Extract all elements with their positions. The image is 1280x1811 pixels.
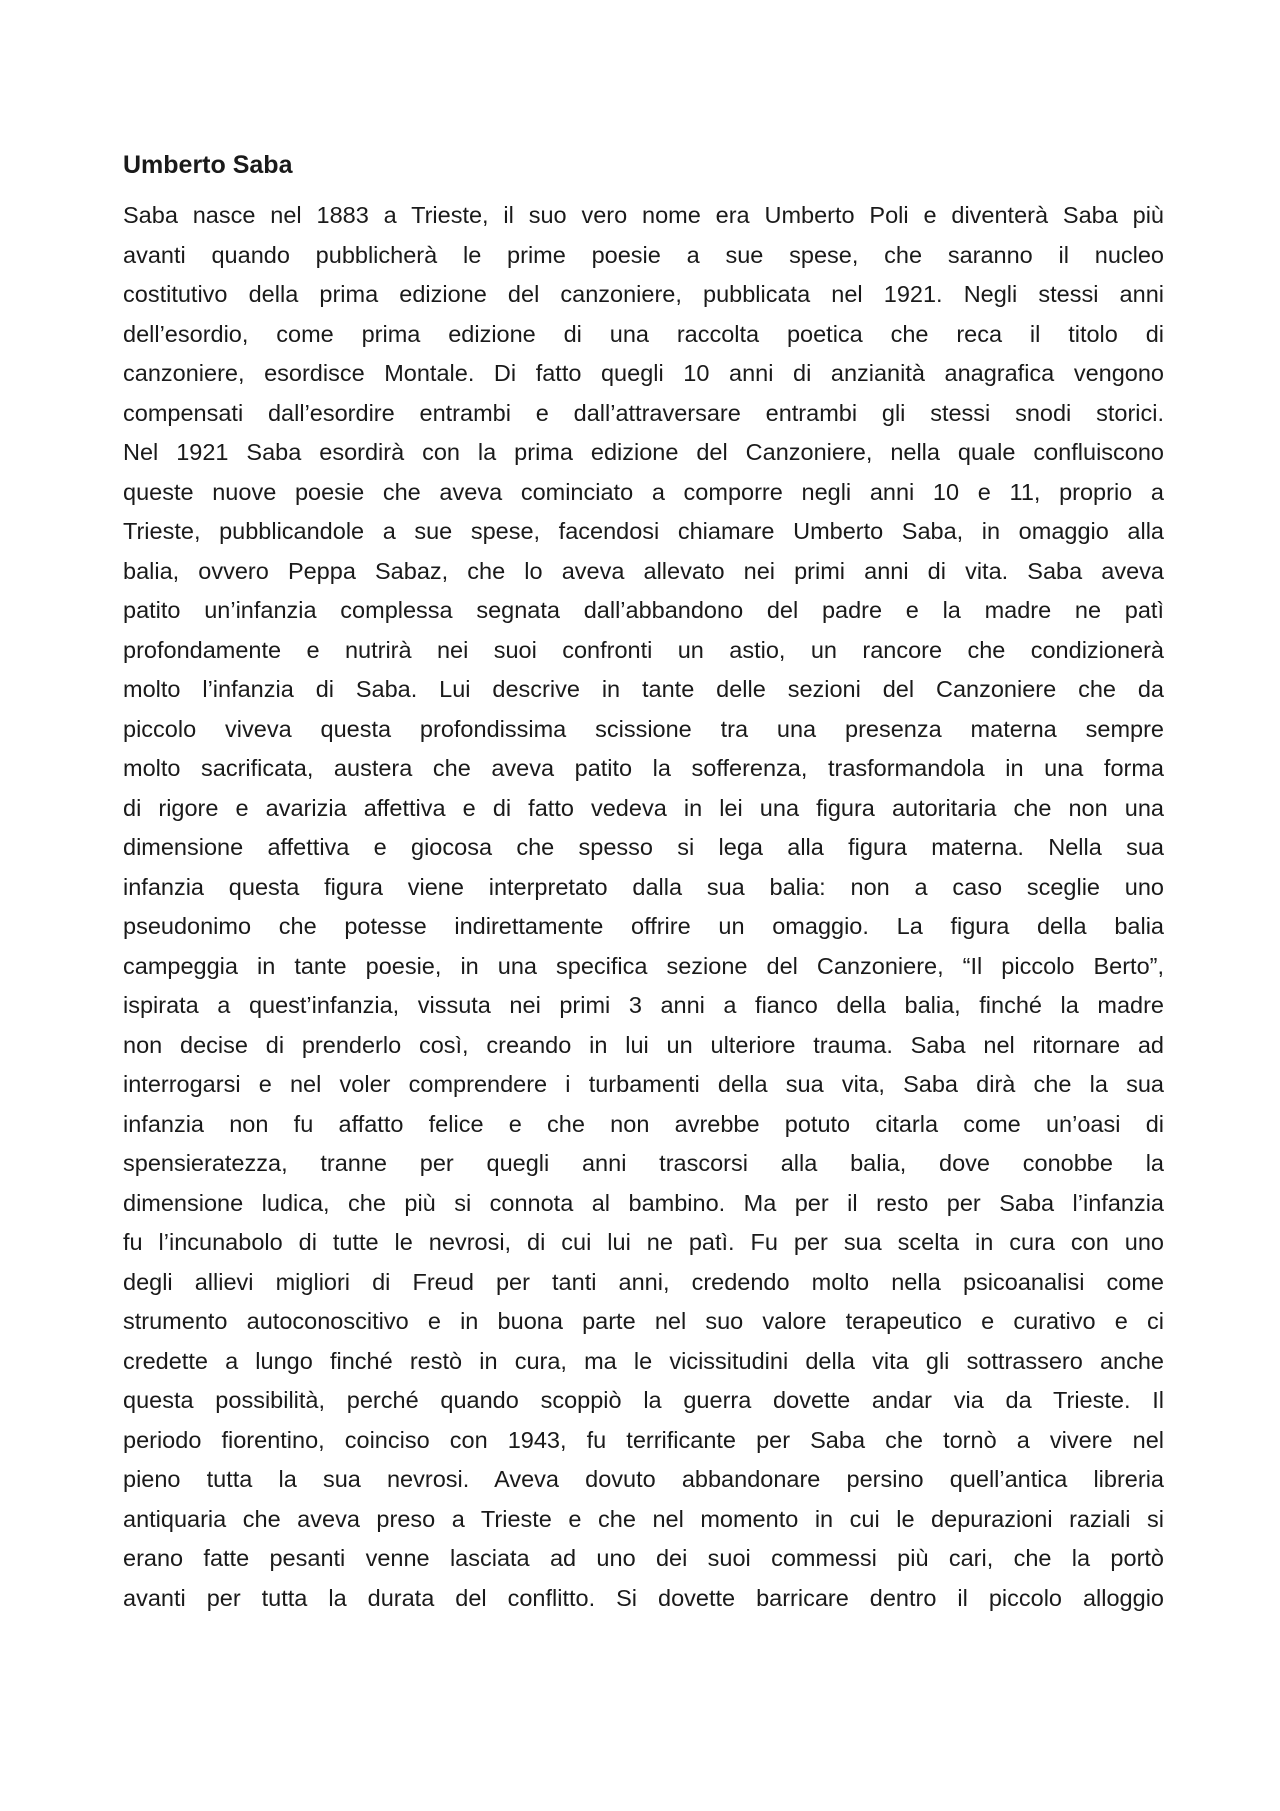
paragraph-line: canzoniere, esordisce Montale. Di fatto quegli 10 anni di anzianità anagrafica vengono xyxy=(123,360,1164,386)
paragraph-line: non decise di prenderlo così, creando in lui un ulteriore trauma. Saba nel ritornare ad xyxy=(123,1031,1164,1058)
paragraph-line: fu l’incunabolo di tutte le nevrosi, di cui lui ne patì. Fu per sua scelta in cura con uno xyxy=(123,1229,1164,1255)
paragraph-line: questa possibilità, perché quando scoppiò la guerra dovette andar via da Trieste. Il xyxy=(123,1387,1164,1413)
paragraph-line: avanti quando pubblicherà le prime poesie a sue spese, che saranno il nucleo xyxy=(123,241,1164,268)
paragraph-line: dimensione ludica, che più si connota al bambino. Ma per il resto per Saba l’infanzia xyxy=(123,1189,1164,1216)
paragraph-line: antiquaria che aveva preso a Trieste e che nel momento in cui le depurazioni raziali si xyxy=(123,1505,1164,1532)
paragraph-line: spensieratezza, tranne per quegli anni trascorsi alla balia, dove conobbe la xyxy=(123,1150,1164,1176)
document-body xyxy=(123,196,1164,1618)
paragraph-line: molto sacrificata, austera che aveva patito la sofferenza, trasformandola in una forma xyxy=(123,755,1164,781)
paragraph-line: pseudonimo che potesse indirettamente offrire un omaggio. La figura della balia xyxy=(123,913,1164,939)
paragraph-line: molto l’infanzia di Saba. Lui descrive in tante delle sezioni del Canzoniere che da xyxy=(123,676,1164,702)
paragraph-line: patito un’infanzia complessa segnata dall’abbandono del padre e la madre ne patì xyxy=(123,597,1164,623)
paragraph-line: infanzia questa figura viene interpretato dalla sua balia: non a caso sceglie uno xyxy=(123,873,1164,900)
paragraph-line: profondamente e nutrirà nei suoi confronti un astio, un rancore che condizionerà xyxy=(123,636,1164,663)
paragraph-line: Nel 1921 Saba esordirà con la prima edizione del Canzoniere, nella quale confluiscono xyxy=(123,439,1164,465)
paragraph-line: credette a lungo finché restò in cura, ma le vicissitudini della vita gli sottrassero anche xyxy=(123,1347,1164,1374)
paragraph-line: queste nuove poesie che aveva cominciato a comporre negli anni 10 e 11, proprio a xyxy=(123,478,1164,505)
paragraph-line: ispirata a quest’infanzia, vissuta nei primi 3 anni a fianco della balia, finché la madre xyxy=(123,992,1164,1018)
paragraph-line: piccolo viveva questa profondissima scissione tra una presenza materna sempre xyxy=(123,715,1164,742)
paragraph-line: dimensione affettiva e giocosa che spesso si lega alla figura materna. Nella sua xyxy=(123,834,1164,860)
paragraph-line: degli allievi migliori di Freud per tanti anni, credendo molto nella psicoanalisi come xyxy=(123,1268,1164,1295)
paragraph-line: Saba nasce nel 1883 a Trieste, il suo vero nome era Umberto Poli e diventerà Saba più xyxy=(123,202,1164,228)
paragraph-line: strumento autoconoscitivo e in buona parte nel suo valore terapeutico e curativo e ci xyxy=(123,1308,1164,1334)
paragraph-line: di rigore e avarizia affettiva e di fatto vedeva in lei una figura autoritaria che non una xyxy=(123,794,1164,821)
paragraph-line: interrogarsi e nel voler comprendere i turbamenti della sua vita, Saba dirà che la sua xyxy=(123,1071,1164,1097)
document-title: Umberto Saba xyxy=(123,151,293,179)
paragraph-line: dell’esordio, come prima edizione di una raccolta poetica che reca il titolo di xyxy=(123,320,1164,347)
paragraph-line: avanti per tutta la durata del conflitto. Si dovette barricare dentro il piccolo alloggio xyxy=(123,1584,1164,1611)
paragraph-line: pieno tutta la sua nevrosi. Aveva dovuto abbandonare persino quell’antica libreria xyxy=(123,1466,1164,1492)
document-page xyxy=(123,150,1164,1618)
paragraph-line: campeggia in tante poesie, in una specifica sezione del Canzoniere, “Il piccolo Berto”, xyxy=(123,952,1164,979)
paragraph-line: infanzia non fu affatto felice e che non avrebbe potuto citarla come un’oasi di xyxy=(123,1110,1164,1137)
paragraph-line: costitutivo della prima edizione del canzoniere, pubblicata nel 1921. Negli stessi anni xyxy=(123,281,1164,307)
paragraph-line: compensati dall’esordire entrambi e dall’attraversare entrambi gli stessi snodi storici. xyxy=(123,399,1164,426)
paragraph-line: Trieste, pubblicandole a sue spese, facendosi chiamare Umberto Saba, in omaggio alla xyxy=(123,518,1164,544)
paragraph-line: erano fatte pesanti venne lasciata ad uno dei suoi commessi più cari, che la portò xyxy=(123,1545,1164,1571)
paragraph-line: periodo fiorentino, coinciso con 1943, fu terrificante per Saba che tornò a vivere nel xyxy=(123,1426,1164,1453)
paragraph-line: balia, ovvero Peppa Sabaz, che lo aveva allevato nei primi anni di vita. Saba aveva xyxy=(123,557,1164,584)
